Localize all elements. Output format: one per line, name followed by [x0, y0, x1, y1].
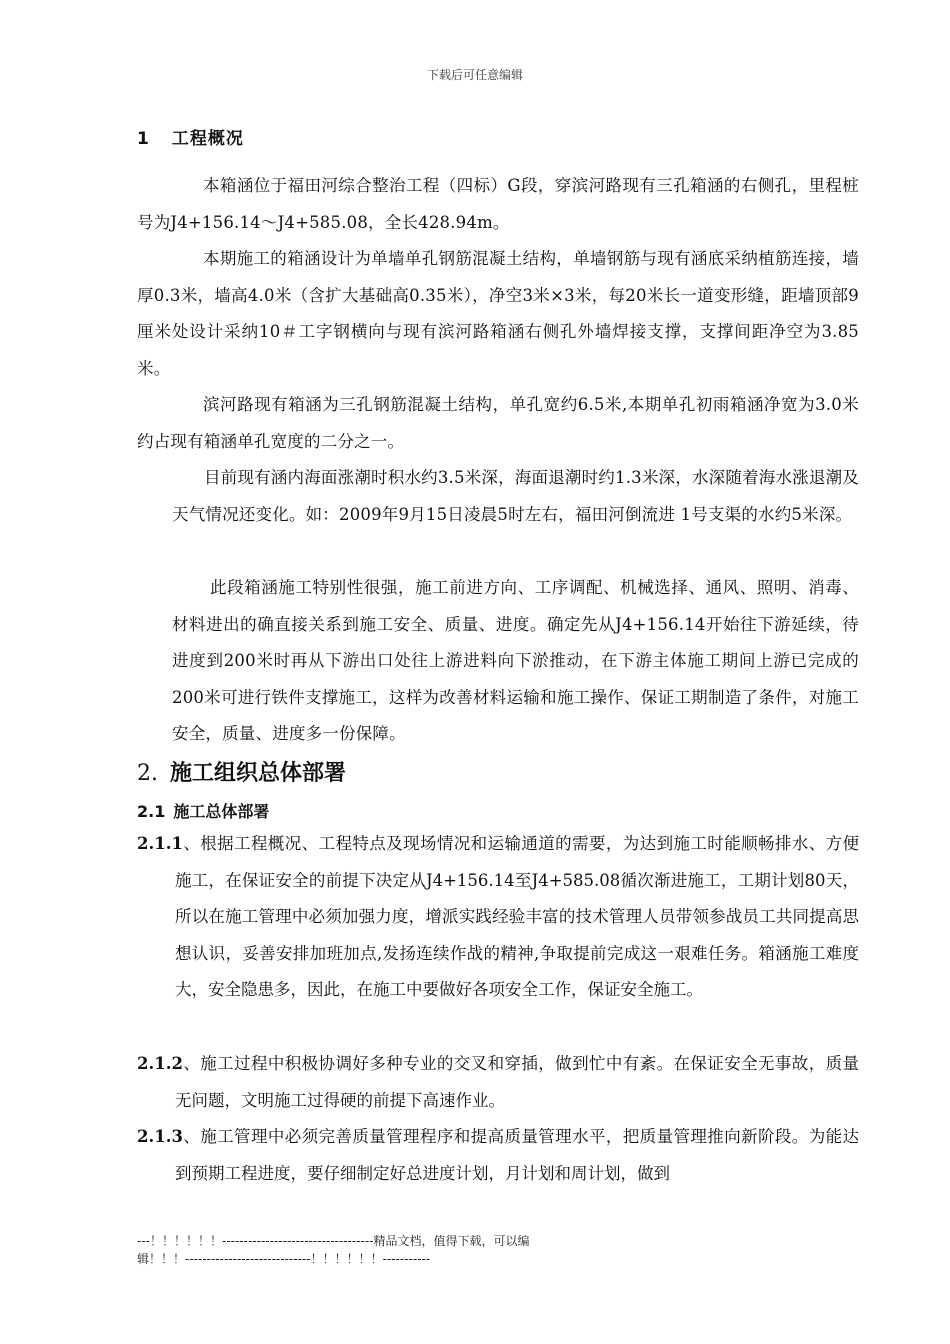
section-2-number: 2. — [137, 761, 158, 786]
item-text: 、根据工程概况、工程特点及现场情况和运输通道的需要，为达到施工时能顺畅排水、方便施工，在保证安全的前提下决定从J4+156.14至J4+585.08循次渐进施工，工期计划80天，所以在施工管理中必须加强力度，增派实践经验丰富的技术管理人员带领参战员工共同提高思想认识，妥善安排加班加点,发扬连续作战的精神,争取提前完成这一艰难任务。箱涵施工难度大，安全隐患多，因此，在施工中要做好各项安全工作，保证安全施工。 — [175, 834, 859, 1000]
paragraph-5: 此段箱涵施工特别性很强，施工前进方向、工序调配、机械选择、通风、照明、消毒、材料进出的确直接关系到施工安全、质量、进度。确定先从J4+156.14开始往下游延续，待进度到200米时再从下游出口处往上游进料向下淤推动，在下游主体施工期间上游已完成的200米可进行铁件支撑施工，这样为改善材料运输和施工操作、保证工期制造了条件，对施工安全，质量、进度多一份保障。 — [172, 578, 859, 744]
list-item-2-1-1 — [137, 826, 859, 1009]
subsection-2-1-title: 施工总体部署 — [173, 802, 270, 821]
footer-line-1: ---！！！！！！-----------------------------------精品文档，值得下载，可以编 — [137, 1234, 530, 1248]
list-item-2-1-2 — [137, 1046, 859, 1119]
item-number: 2.1.1 — [137, 834, 183, 853]
item-number: 2.1.2 — [137, 1054, 183, 1073]
item-text: 、施工过程中积极协调好多种专业的交叉和穿插，做到忙中有紊。在保证安全无事故，质量无问题，文明施工过得硬的前提下高速作业。 — [175, 1054, 859, 1110]
item-number: 2.1.3 — [137, 1127, 183, 1146]
section-1-title: 工程概况 — [171, 129, 244, 149]
section-2-heading — [137, 756, 346, 787]
section-1-heading — [137, 124, 244, 149]
paragraph-3: 滨河路现有箱涵为三孔钢筋混凝土结构，单孔宽约6.5米,本期单孔初雨箱涵净宽为3.0米约占现有箱涵单孔宽度的二分之一。 — [137, 395, 859, 451]
section-1-number: 1 — [137, 129, 150, 149]
paragraph-4: 目前现有涵内海面涨潮时积水约3.5米深，海面退潮时约1.3米深，水深随着海水涨退潮及天气情况还变化。如：2009年9月15日凌晨5时左右，福田河倒流进 1号支渠的水约5米深。 — [172, 468, 859, 524]
paragraph-1: 本箱涵位于福田河综合整治工程（四标）G段，穿滨河路现有三孔箱涵的右侧孔，里程桩号为J4+156.14～J4+585.08，全长428.94m。 — [137, 176, 859, 232]
header-note: 下载后可任意编辑 — [426, 68, 523, 82]
subsection-2-1-number: 2.1 — [137, 802, 166, 821]
subsection-2-1-heading — [137, 799, 269, 822]
item-text: 、施工管理中必须完善质量管理程序和提高质量管理水平，把质量管理推向新阶段。为能达到预期工程进度，要仔细制定好总进度计划，月计划和周计划，做到 — [175, 1127, 859, 1183]
paragraph-2: 本期施工的箱涵设计为单墙单孔钢筋混凝土结构，单墙钢筋与现有涵底采纳植筋连接，墙厚0.3米，墙高4.0米（含扩大基础高0.35米），净空3米×3米，每20米长一道变形缝，距墙顶部9厘米处设计采纳10＃工字钢横向与现有滨河路箱涵右侧孔外墙焊接支撑，支撑间距净空为3.85米。 — [137, 249, 859, 378]
footer-line-2: 辑！！！-----------------------------！！！！！！----------- — [137, 1252, 431, 1266]
list-item-2-1-3 — [137, 1119, 859, 1192]
section-2-title: 施工组织总体部署 — [170, 761, 347, 786]
